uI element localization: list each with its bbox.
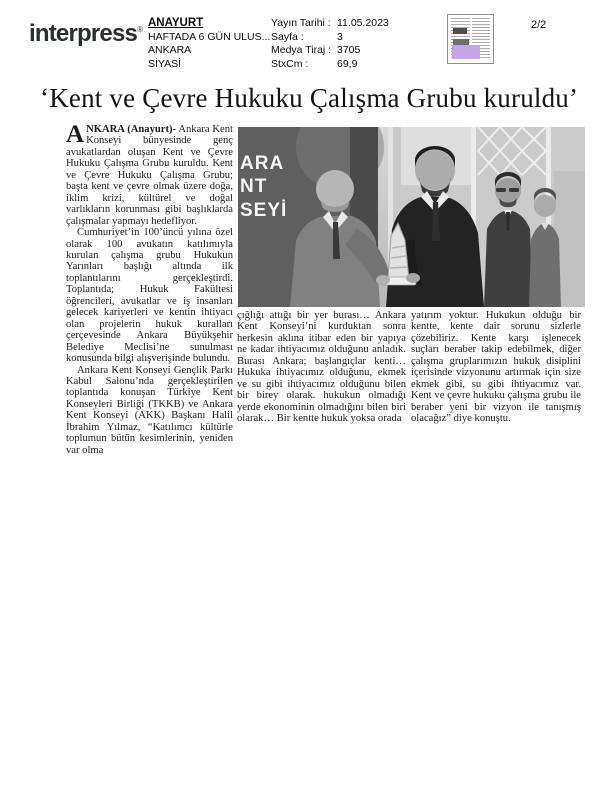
meta-value: 3 <box>337 30 343 43</box>
meta-value: 69,9 <box>337 58 358 71</box>
publication-category: SİYASİ <box>148 58 182 71</box>
photo-backdrop-line-1: ARA <box>240 153 285 174</box>
publication-info <box>148 17 270 72</box>
logo-text: interpress <box>29 20 138 47</box>
registered-mark: ® <box>137 25 143 34</box>
meta-row <box>271 44 389 58</box>
meta-label: Medya Tiraj : <box>271 44 332 57</box>
thumbnail-headline-block <box>453 28 467 34</box>
meta-value: 11.05.2023 <box>337 17 389 29</box>
page-thumbnail <box>447 14 494 64</box>
article-column-3: yatırım yoktur. Hukukun olduğu bir kentte, kente dair sorunu sizlerle çözebiliriz. Kente karşı işlenecek suçları beraber takip edebilmek, diğer çalışma gruplarımızın hukuk disiplini içerisinde vizyonunu artırmak için size ekmek gibi, su gibi ihtiyacımız var. Kent ve çevre hukuku çalışma grubu ile beraber yeni bir vizyon ile tanışmış olacağız” diye konuştu. <box>411 310 581 425</box>
meta-label: Yayın Tarihi : <box>271 17 331 29</box>
meta-row <box>271 17 389 31</box>
photo-illustration <box>238 127 585 307</box>
paragraph-lead-text: Ankara Kent Konseyi bünyesinde genç avukatlardan oluşan Kent ve Çevre Hukuku Çalışma Grubu kuruldu. Kent ve Çevre Hukuku Çalışma Grubu; başta kent ve çevre olmak üzere doğa, iklim krizi, kültürel ve doğal varlıkların korunması gibi başlıklarda çalışmalar yapmayı hedefliyor. <box>66 124 233 227</box>
photo-backdrop-line-2: NT <box>240 176 268 197</box>
article-photo <box>238 127 585 307</box>
drop-cap: A <box>66 121 85 148</box>
photo-backdrop-line-3: SEYİ <box>240 200 288 221</box>
paragraph-2: Cumhuriyet’in 100’üncü yılına özel olarak 100 avukatın katılımıyla kurulan çalışma grubu Hukukun Yarınları başlığı altında ilk toplantılarını gerçekleştirdi. Toplantıda; Hukuk Fakültesi öğrencileri, avukatlar ve iş insanları gelecek kariyerleri ve kentin ihtiyacı olan projelerin hukuk kuralları çerçevesinde Ankara Büyükşehir Belediye Meclisi’ne sunulması konusunda bilgi alışverişinde bulundu. <box>66 227 233 365</box>
meta-label: StxCm : <box>271 58 309 71</box>
thumbnail-article-highlight <box>452 45 480 59</box>
page-indicator: 2/2 <box>531 19 547 31</box>
publication-city: ANKARA <box>148 44 192 57</box>
dateline: NKARA (Anayurt)- <box>86 124 177 135</box>
interpress-logo <box>29 20 142 48</box>
meta-label: Sayfa : <box>271 30 304 43</box>
article-headline: ‘Kent ve Çevre Hukuku Çalışma Grubu kuruldu’ <box>40 83 579 113</box>
article-column-1 <box>66 121 233 456</box>
meta-row <box>271 58 389 72</box>
meta-value: 3705 <box>337 44 361 57</box>
article-column-2: çığlığı attığı bir yer burası… Ankara Kent Konseyi’ni kurduktan sonra herkesin aklına itibar eden bir yapıya ne kadar ihtiyacımız olduğunu anladık. Burası Ankara; başlangıçlar kenti… Hukuka ihtiyacımız olduğunu, ekmek ve su gibi ihtiyacımız olduğunu bilen bir birey olarak. hukukun olmadığı yerde ekonominin olmadığını bilen biri olarak… Bir kentte hukuk yoksa orada <box>237 310 406 425</box>
paragraph-3: Ankara Kent Konseyi Gençlik Parkı Kabul Salonu’nda gerçekleştirilen toplantıda konuşan Türkiye Kent Konseyleri Birliği (TKKB) ve Ankara Kent Konseyi (AKK) Başkanı Halil İbrahim Yılmaz, “Katılımcı kültürle toplumun bütün kesimlerinin, yeniden var olma <box>66 364 233 456</box>
paragraph-lead <box>66 121 233 227</box>
publication-frequency: HAFTADA 6 GÜN ULUS... <box>148 30 271 43</box>
meta-row <box>271 31 389 45</box>
publication-name: ANAYURT <box>148 17 204 29</box>
clipping-metadata <box>271 17 389 72</box>
